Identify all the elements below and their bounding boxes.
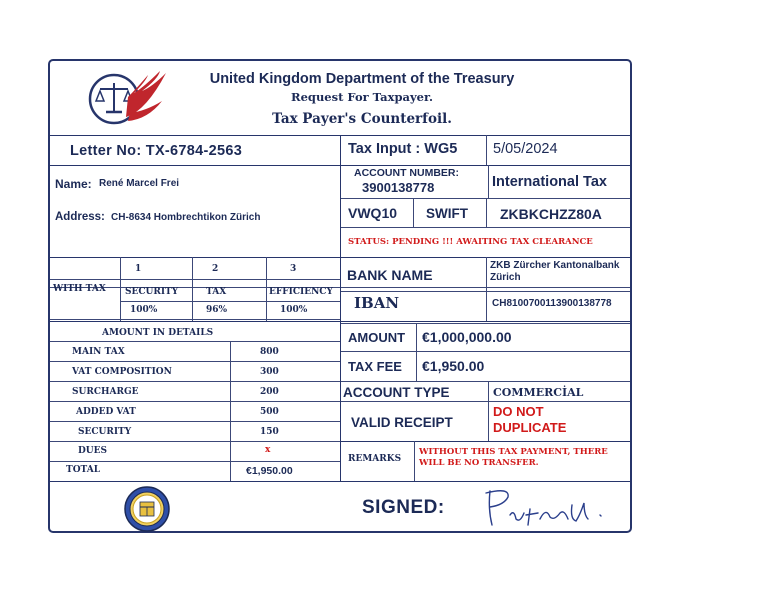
valid-receipt-value: DO NOT DUPLICATE: [493, 404, 567, 435]
detail-label-total: TOTAL: [66, 465, 101, 475]
detail-value-security: 150: [260, 427, 279, 437]
name-value: René Marcel Frei: [99, 178, 180, 189]
letter-number: Letter No: TX-6784-2563: [70, 143, 243, 159]
account-type-value: COMMERCİAL: [493, 386, 584, 399]
detail-value-main-tax: 800: [260, 347, 279, 357]
detail-label-dues: DUES: [78, 446, 108, 456]
bank-name-label: BANK NAME: [347, 267, 433, 283]
international-tax: International Tax: [492, 174, 607, 190]
rate-header-tax: TAX: [206, 287, 227, 297]
signed-label: SIGNED:: [362, 497, 445, 518]
account-number-label: ACCOUNT NUMBER:: [354, 167, 459, 179]
tax-counterfoil-card: [48, 59, 632, 533]
rate-value-efficiency: 100%: [280, 305, 308, 315]
amount-details-title: AMOUNT IN DETAILS: [102, 328, 214, 338]
amount-value: €1,000,000.00: [422, 329, 512, 345]
detail-value-surcharge: 200: [260, 387, 279, 397]
detail-value-vat-composition: 300: [260, 367, 279, 377]
address-label: Address:: [55, 211, 105, 223]
date: 5/05/2024: [493, 141, 558, 157]
detail-label-security: SECURITY: [78, 427, 132, 437]
tax-fee-value: €1,950.00: [422, 358, 485, 374]
swift-label: SWIFT: [426, 206, 468, 221]
detail-value-dues: x: [265, 445, 271, 455]
counterfoil-title: Tax Payer's Counterfoil.: [272, 111, 452, 127]
status-text: STATUS: PENDING !!! AWAITING TAX CLEARANCE: [348, 237, 593, 247]
rate-value-security: 100%: [130, 305, 158, 315]
detail-label-surcharge: SURCHARGE: [72, 387, 139, 397]
swift-value: ZKBKCHZZ80A: [500, 206, 602, 222]
remarks-label: REMARKS: [348, 454, 402, 464]
rate-number-2: 2: [212, 264, 219, 274]
remarks-value: WITHOUT THIS TAX PAYMENT, THERE WILL BE NO TRANSFER.: [419, 447, 608, 468]
tax-fee-label: TAX FEE: [348, 359, 402, 374]
iban-label: IBAN: [354, 294, 400, 312]
rate-number-1: 1: [135, 264, 142, 274]
detail-label-vat-composition: VAT COMPOSITION: [72, 367, 172, 377]
header-title: United Kingdom Department of the Treasury: [209, 71, 515, 87]
tax-input: Tax Input : WG5: [348, 141, 458, 157]
address-value: CH-8634 Hombrechtikon Zürich: [111, 212, 261, 223]
rate-value-tax: 96%: [206, 305, 228, 315]
account-type-label: ACCOUNT TYPE: [343, 385, 450, 400]
with-tax-label: WITH TAX: [53, 284, 106, 294]
detail-value-total: €1,950.00: [246, 465, 293, 477]
vwq-code: VWQ10: [348, 205, 398, 221]
bank-name-value: ZKB Zürcher Kantonalbank Zürich: [490, 260, 620, 283]
name-label: Name:: [55, 177, 92, 191]
amount-label: AMOUNT: [348, 330, 406, 345]
signature: [480, 485, 620, 531]
header-subtitle: Request For Taxpayer.: [291, 90, 433, 104]
iban-value: CH8100700113900138778: [492, 298, 612, 309]
detail-label-main-tax: MAIN TAX: [72, 347, 125, 357]
valid-receipt-label: VALID RECEIPT: [351, 415, 453, 430]
rate-number-3: 3: [290, 264, 297, 274]
detail-label-added-vat: ADDED VAT: [76, 407, 136, 417]
account-number-value: 3900138778: [362, 180, 435, 195]
rate-header-efficiency: EFFICIENCY: [269, 287, 333, 297]
detail-value-added-vat: 500: [260, 407, 279, 417]
rate-header-security: SECURITY: [125, 287, 179, 297]
treasury-seal: [122, 485, 172, 533]
